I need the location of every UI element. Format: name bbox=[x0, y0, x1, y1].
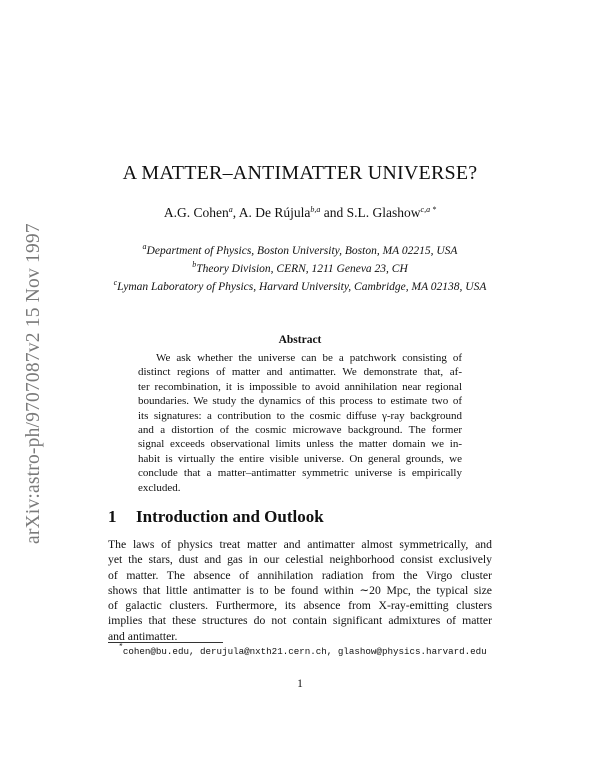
author-name: A. De Rújula bbox=[238, 205, 311, 220]
author-separator: , bbox=[232, 205, 239, 220]
affiliation-text: Department of Physics, Boston University, Boston, MA 02215, USA bbox=[146, 245, 458, 257]
footnote-emails: cohen@bu.edu, derujula@nxth21.cern.ch, glashow@physics.harvard.edu bbox=[122, 646, 487, 657]
affiliation bbox=[0, 242, 600, 257]
body-line: and antimatter. bbox=[108, 629, 178, 643]
abstract-heading: Abstract bbox=[278, 334, 322, 346]
affiliation-mark: c bbox=[113, 278, 118, 287]
abstract-line: its signatures: a contribution to the cosmic diffuse γ-ray background bbox=[138, 409, 462, 422]
arxiv-identifier-stamp: arXiv:astro-ph/9707087v2 15 Nov 1997 bbox=[23, 223, 44, 544]
abstract-line: conclude that a matter–antimatter symmetric universe is empirically bbox=[138, 467, 462, 480]
body-line: of galactic clusters. Furthermore, its absence from X-ray-emitting clusters bbox=[108, 599, 492, 613]
page-number: 1 bbox=[297, 678, 303, 690]
abstract-line: ter recombination, it is impossible to avoid annihilation near regional bbox=[138, 380, 462, 393]
section-heading bbox=[108, 507, 324, 527]
section-number: 1 bbox=[108, 507, 117, 526]
body-line: of matter. The absence of annihilation radiation from the Virgo cluster bbox=[108, 568, 492, 582]
affiliation-mark: a bbox=[142, 242, 147, 251]
section-title: Introduction and Outlook bbox=[136, 507, 324, 526]
affiliation-mark: b bbox=[192, 260, 197, 269]
author-affiliation-mark: b,a bbox=[310, 205, 321, 214]
abstract-line: signal exceeds observational limits unless the matter domain we in- bbox=[138, 438, 462, 451]
author-name: S.L. Glashow bbox=[346, 205, 421, 220]
author-affiliation-mark: c,a * bbox=[420, 205, 437, 214]
author-name: A.G. Cohen bbox=[163, 205, 229, 220]
affiliation-text: Lyman Laboratory of Physics, Harvard University, Cambridge, MA 02138, USA bbox=[117, 281, 487, 293]
abstract-line: excluded. bbox=[138, 481, 181, 494]
footnote-mark: * bbox=[118, 643, 123, 652]
abstract-body bbox=[138, 351, 462, 495]
abstract-line: boundaries. We study the dynamics of this process to estimate two of bbox=[138, 395, 462, 408]
author-list bbox=[0, 205, 600, 221]
body-line: The laws of physics treat matter and antimatter almost symmetrically, and bbox=[108, 538, 492, 551]
abstract-line: and a distortion of the cosmic microwave background. The former bbox=[138, 424, 462, 437]
footnote bbox=[118, 643, 487, 657]
body-line: yet the stars, dust and gas in our celestial neighborhood consist exclusively bbox=[108, 553, 492, 567]
paper-title: A MATTER–ANTIMATTER UNIVERSE? bbox=[122, 162, 478, 184]
affiliation bbox=[0, 278, 600, 293]
author-affiliation-mark: a bbox=[228, 205, 233, 214]
body-line: shows that little antimatter is to be found within ∼20 Mpc, the typical size bbox=[108, 583, 492, 597]
body-line: implies that these structures do not contain significant admixtures of matter bbox=[108, 614, 492, 628]
affiliation-text: Theory Division, CERN, 1211 Geneva 23, CH bbox=[196, 263, 408, 275]
introduction-paragraph bbox=[108, 537, 492, 644]
abstract-line: habit is virtually the entire visible universe. On general grounds, we bbox=[138, 452, 462, 465]
abstract-line: We ask whether the universe can be a patchwork consisting of bbox=[156, 352, 462, 364]
affiliation bbox=[0, 260, 600, 275]
author-separator: and bbox=[320, 205, 347, 220]
abstract-line: distinct regions of matter and antimatter. We demonstrate that, af- bbox=[138, 366, 462, 379]
